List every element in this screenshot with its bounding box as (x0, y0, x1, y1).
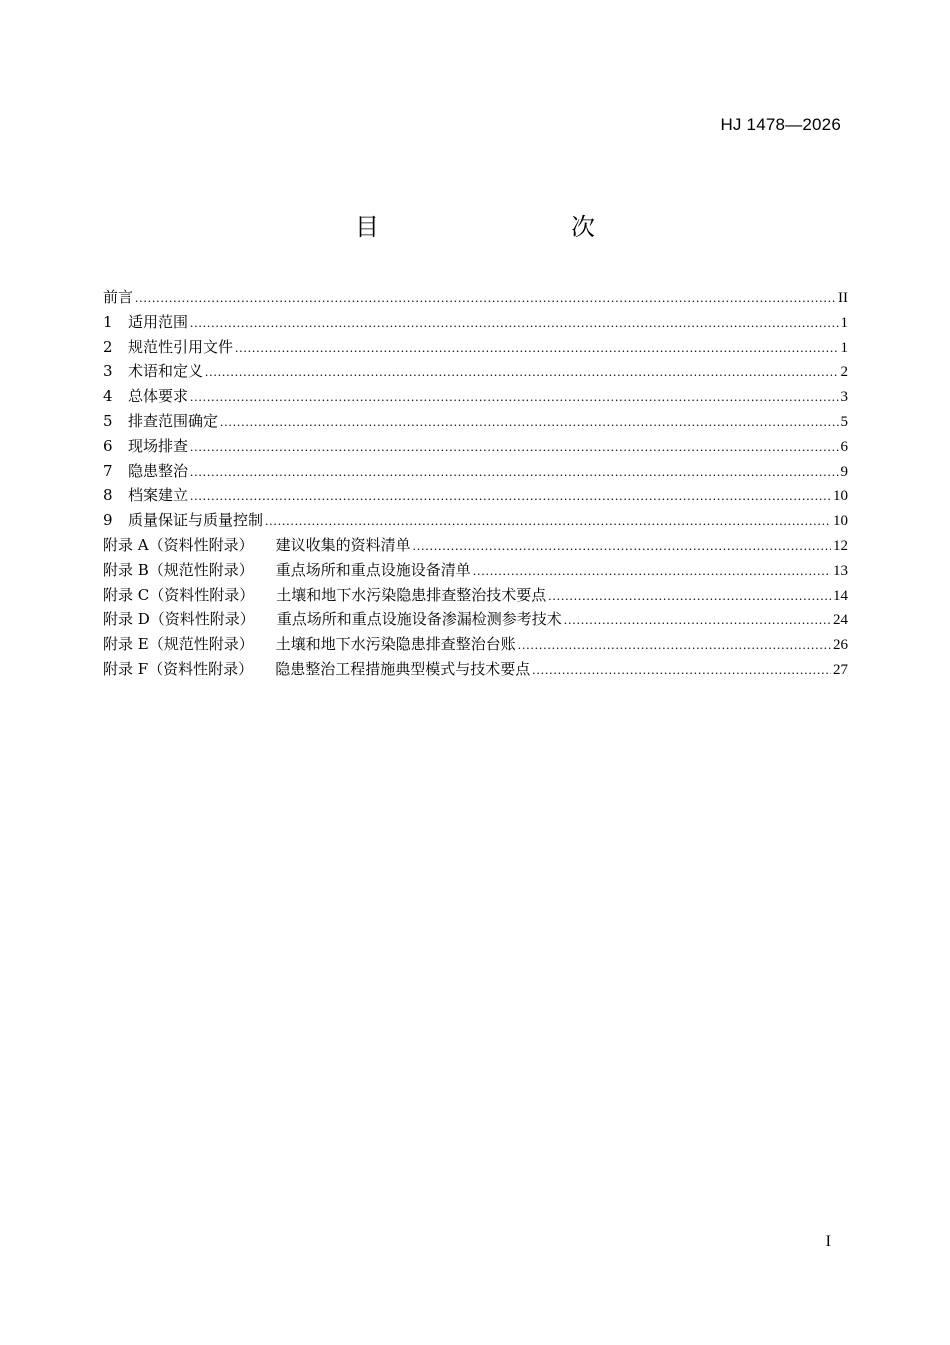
page-title: 目 次 (355, 213, 643, 241)
toc-leader-dots (190, 311, 838, 335)
toc-entry-number: 3 (103, 362, 113, 381)
toc-entry-label (103, 632, 516, 657)
toc-entry-title: 总体要求 (128, 387, 189, 406)
toc-entry-number: 8 (103, 486, 113, 505)
toc-entry-page: 10 (833, 488, 848, 505)
toc-entry-number: 5 (103, 411, 113, 430)
toc-leader-dots (265, 509, 831, 533)
toc-entry-page: 10 (833, 513, 848, 530)
toc-entry-title: 前言 (103, 288, 134, 306)
toc-leader-dots (205, 360, 838, 384)
toc-entry-4[interactable] (103, 384, 848, 409)
toc-entry-title: 档案建立 (128, 486, 189, 505)
toc-entry-number: 附录 D（资料性附录） (103, 610, 255, 629)
toc-entry-title: 隐患整治工程措施典型模式与技术要点 (275, 659, 531, 678)
toc-leader-dots (190, 435, 838, 459)
document-code: HJ 1478—2026 (720, 115, 841, 134)
toc-entry-page: 27 (833, 661, 848, 678)
toc-entry-page: 26 (833, 637, 848, 654)
toc-entry-preface[interactable] (103, 285, 848, 310)
toc-entry-appendix-a[interactable] (103, 533, 848, 558)
toc-entry-2[interactable] (103, 335, 848, 360)
toc-entry-title: 术语和定义 (128, 362, 204, 381)
toc-entry-title: 现场排查 (128, 436, 189, 455)
toc-entry-title: 排查范围确定 (128, 411, 219, 430)
toc-entry-label (103, 285, 133, 310)
toc-leader-dots (190, 484, 831, 508)
toc-leader-dots (135, 286, 836, 310)
toc-entry-label (103, 335, 233, 360)
toc-entry-number: 7 (103, 461, 113, 480)
toc-entry-label (103, 409, 218, 434)
toc-entry-number: 9 (103, 511, 113, 530)
toc-leader-dots (235, 336, 838, 360)
toc-entry-appendix-c[interactable] (103, 583, 848, 608)
toc-entry-9[interactable] (103, 508, 848, 533)
toc-entry-page: 24 (833, 612, 848, 629)
toc-leader-dots (413, 534, 831, 558)
toc-leader-dots (532, 658, 831, 682)
toc-leader-dots (190, 460, 838, 484)
toc-leader-dots (564, 608, 831, 632)
toc-entry-appendix-e[interactable] (103, 632, 848, 657)
toc-entry-title: 质量保证与质量控制 (128, 511, 264, 530)
toc-leader-dots (518, 633, 831, 657)
toc-entry-page: 5 (840, 413, 848, 430)
toc-entry-appendix-d[interactable] (103, 607, 848, 632)
toc-entry-title: 隐患整治 (128, 461, 189, 480)
toc-entry-title: 规范性引用文件 (128, 337, 234, 356)
toc-entry-label (103, 310, 188, 335)
toc-entry-page: 13 (833, 562, 848, 579)
toc-entry-appendix-b[interactable] (103, 558, 848, 583)
toc-entry-number: 2 (103, 337, 113, 356)
toc-leader-dots (190, 385, 838, 409)
toc-entry-page: 14 (833, 587, 848, 604)
toc-entry-label (103, 607, 562, 632)
toc-entry-number: 1 (103, 312, 113, 331)
toc-entry-label (103, 483, 188, 508)
toc-entry-page: 9 (840, 463, 848, 480)
toc-entry-label (103, 434, 188, 459)
toc-entry-title: 适用范围 (128, 312, 189, 331)
toc-entry-title: 重点场所和重点设施设备渗漏检测参考技术 (276, 610, 562, 629)
toc-entry-page: II (838, 290, 848, 306)
toc-entry-7[interactable] (103, 459, 848, 484)
toc-entry-appendix-f[interactable] (103, 657, 848, 682)
toc-entry-label (103, 558, 471, 583)
toc-entry-title: 建议收集的资料清单 (275, 535, 411, 554)
toc-entry-number: 附录 E（规范性附录） (103, 635, 254, 654)
toc-entry-number: 附录 B（规范性附录） (103, 560, 254, 579)
toc-leader-dots (473, 559, 831, 583)
toc-entry-number: 附录 F（资料性附录） (103, 659, 254, 678)
toc-entry-page: 2 (840, 364, 848, 381)
toc-entry-label (103, 583, 546, 608)
toc-entry-5[interactable] (103, 409, 848, 434)
toc-leader-dots (548, 584, 831, 608)
page-number: I (825, 1233, 831, 1250)
toc-entry-number: 6 (103, 436, 113, 455)
toc-entry-label (103, 508, 263, 533)
toc-entry-page: 12 (833, 537, 848, 554)
toc-entry-label (103, 384, 188, 409)
toc-entry-page: 1 (840, 339, 848, 356)
toc-entry-1[interactable] (103, 310, 848, 335)
toc-leader-dots (220, 410, 838, 434)
toc-entry-label (103, 533, 411, 558)
toc-entry-title: 重点场所和重点设施设备清单 (275, 560, 471, 579)
toc-entry-number: 附录 C（资料性附录） (103, 585, 255, 604)
toc-entry-8[interactable] (103, 483, 848, 508)
toc-entry-number: 附录 A（资料性附录） (103, 535, 254, 554)
toc-entry-6[interactable] (103, 434, 848, 459)
toc-entry-page: 3 (840, 389, 848, 406)
toc-entry-3[interactable] (103, 359, 848, 384)
toc-entry-number: 4 (103, 387, 113, 406)
toc-entry-page: 6 (840, 438, 848, 455)
toc-entry-title: 土壤和地下水污染隐患排查整治台账 (275, 635, 516, 654)
toc-entry-label (103, 657, 530, 682)
toc-entry-title: 土壤和地下水污染隐患排查整治技术要点 (276, 585, 547, 604)
toc-entry-label (103, 459, 188, 484)
toc-entry-label (103, 359, 203, 384)
table-of-contents (103, 285, 848, 682)
toc-entry-page: 1 (840, 314, 848, 331)
